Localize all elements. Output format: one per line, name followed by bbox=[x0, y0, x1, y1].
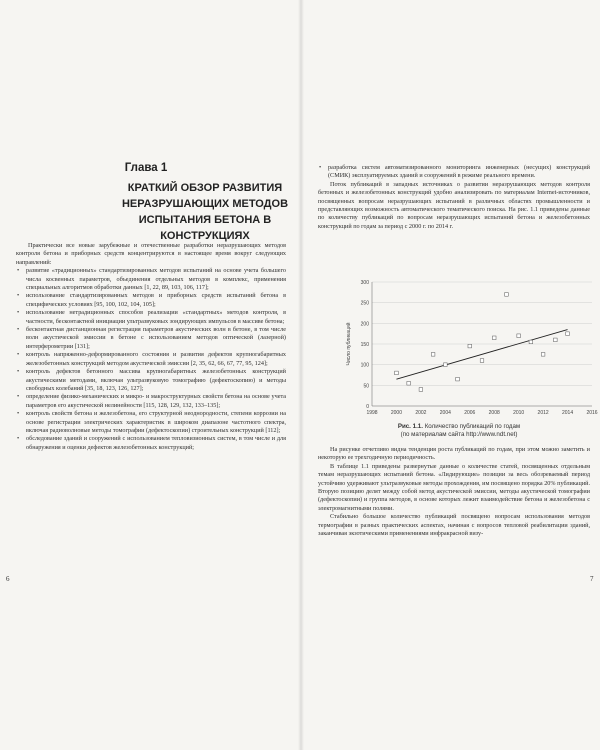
data-point bbox=[517, 334, 521, 338]
data-point bbox=[566, 332, 570, 336]
paragraph-publications: Поток публикаций в западных источниках о развитии неразрушающих методов контроля бетонных и железобетонных конструкций удобно анализировать по материалам Internet-источников, посвященных вопросам неразрушающих испытаний в различных областях промышленности и представляющих возможность автоматического тематического поиска. На рис. 1.1 приведены данные по количеству публикаций по вопросам неразрушающих испытаний бетона и железобетонных конструкций по годам за период с 2000 г. по 2014 г. bbox=[318, 180, 590, 230]
list-item: • определение физико-механических и микро- и макроструктурных свойств бетона на основе учета параметров его акустической нелинейности [115, 128, 129, 132, 133–135]; bbox=[16, 393, 286, 410]
directions-list bbox=[16, 267, 286, 452]
list-item: • развитие «традиционных» стандартизированных методов испытаний на основе учета большего числа косвенных параметров, объединения отдельных методов в комплекс, применения специальных алгоритмов обработки данных [1, 22, 89, 103, 106, 117]; bbox=[16, 267, 286, 292]
data-point bbox=[505, 293, 509, 297]
y-tick-label: 100 bbox=[360, 362, 369, 369]
x-tick-label: 2010 bbox=[513, 410, 525, 416]
x-tick-label: 2016 bbox=[586, 410, 598, 416]
data-point bbox=[554, 338, 558, 342]
page-number-left: 6 bbox=[6, 575, 10, 583]
chapter-title: КРАТКИЙ ОБЗОР РАЗВИТИЯ НЕРАЗРУШАЮЩИХ МЕТОДОВ ИСПЫТАНИЯ БЕТОНА В КОНСТРУКЦИЯХ bbox=[121, 182, 289, 242]
list-item: • контроль дефектов бетонного массива крупногабаритных железобетонных конструкций акустическими методами, включая ультразвуковую томографию (дефектоскопию) и методы свободных колебаний [35, 18, 123, 126, 127]; bbox=[16, 368, 286, 393]
y-tick-label: 150 bbox=[360, 342, 369, 348]
data-point bbox=[480, 359, 484, 363]
caption-text: Количество публикаций по годам bbox=[424, 423, 521, 430]
list-item: • использование стандартизированных методов и приборных средств испытаний бетона в специфических условиях [95, 100, 102, 104, 105]; bbox=[16, 292, 286, 309]
chart-svg bbox=[338, 276, 600, 422]
x-tick-label: 2002 bbox=[415, 410, 427, 416]
data-point bbox=[541, 353, 545, 357]
caption-source: (по материалам сайта http://www.ndt.net) bbox=[400, 431, 518, 438]
list-item: • контроль свойств бетона и железобетона, его структурной неоднородности, степени коррозии на основе регистрации электрических характеристик в широком диапазоне частотного спектра, включая радиоволновые методы томографии (дефектоскопии) строительных конструкций [112]; bbox=[16, 410, 286, 435]
figure-caption bbox=[344, 423, 574, 439]
x-tick-label: 2004 bbox=[439, 410, 451, 416]
caption-label: Рис. 1.1. bbox=[397, 423, 423, 430]
left-page bbox=[0, 0, 298, 750]
right-body-top bbox=[318, 164, 590, 231]
left-body bbox=[16, 242, 286, 452]
paragraph-trend: На рисунке отчетливо видна тенденция роста публикаций по годам, при этом можно заметить и некоторую ее трехгодичную периодичность. bbox=[318, 446, 590, 462]
data-point bbox=[456, 377, 460, 381]
continued-list bbox=[318, 164, 590, 181]
y-tick-label: 0 bbox=[366, 404, 369, 410]
paragraph-thermography: Стабильно большое количество публикаций посвящено вопросам использования методов термографии в разных практических аспектах, начиная с вопросов тепловой реабилитации зданий, заканчивая экзотическими применениями инфракрасной визу- bbox=[318, 513, 590, 538]
paragraph-table: В таблице 1.1 приведены развернутые данные о количестве статей, посвященных отдельным темам неразрушающих испытаний бетона. «Лидирующие» позиции за весь обозреваемый период устойчиво удерживают ультразвуковые методы прохождения, им посвящено порядка 20% публикаций. Вторую позицию делят между собой метод акустической эмиссии, методы акустической томографии (дефектоскопии) и группа методов, в основе которых лежит взаимодействие бетона и железобетона с электромагнитными полями. bbox=[318, 462, 590, 512]
data-point bbox=[529, 340, 533, 344]
data-point bbox=[419, 388, 423, 392]
data-point bbox=[468, 344, 472, 348]
list-item: • бесконтактная дистанционная регистрация параметров акустических волн в бетоне, в том числе волн акустической эмиссии в бетоне с использованием методов оптической (лазерной) интерферометрии [131]; bbox=[16, 326, 286, 351]
right-page bbox=[304, 0, 600, 750]
page-number-right: 7 bbox=[590, 575, 594, 583]
x-tick-label: 1998 bbox=[366, 410, 378, 416]
x-tick-label: 2008 bbox=[488, 410, 500, 416]
data-point bbox=[444, 363, 448, 367]
data-point bbox=[431, 353, 435, 357]
y-tick-label: 50 bbox=[363, 383, 369, 390]
y-axis-label: Число публикаций bbox=[346, 322, 352, 366]
x-tick-label: 2000 bbox=[390, 410, 403, 416]
list-item: • использование нетрадиционных способов реализации «стандартных» методов контроля, в частности, бесконтактной инициации ультразвуковых зондирующих импульсов в массиве бетона; bbox=[16, 309, 286, 326]
list-item: • обследование зданий и сооружений с использованием тепловизионных систем, в том числе и для обнаружения и оценки дефектов железобетонных конструкций; bbox=[16, 435, 286, 452]
right-body-bottom bbox=[318, 446, 590, 538]
publications-chart bbox=[338, 276, 600, 422]
data-point bbox=[395, 371, 399, 375]
data-point bbox=[492, 336, 496, 340]
data-point bbox=[407, 381, 411, 385]
intro-paragraph: Практически все новые зарубежные и отечественные разработки неразрушающих методов контроля бетона и приборных средств концентрируются в настоящее время вокруг следующих направлений: bbox=[16, 242, 286, 266]
y-tick-label: 250 bbox=[360, 300, 369, 307]
list-item: • разработка систем автоматизированного мониторинга инженерных (несущих) конструкций (СМИК) эксплуатируемых зданий и сооружений в режиме реального времени. bbox=[318, 164, 590, 181]
x-tick-label: 2006 bbox=[464, 410, 476, 416]
chapter-label: Глава 1 bbox=[124, 162, 168, 174]
x-tick-label: 2012 bbox=[537, 410, 549, 416]
y-tick-label: 200 bbox=[360, 321, 369, 328]
list-item: • контроль напряженно-деформированного состояния и развития дефектов крупногабаритных железобетонных конструкций методом акустической эмиссии [2, 35, 62, 66, 67, 77, 95, 124]; bbox=[16, 351, 286, 368]
x-tick-label: 2014 bbox=[561, 410, 574, 416]
y-tick-label: 300 bbox=[360, 280, 369, 286]
